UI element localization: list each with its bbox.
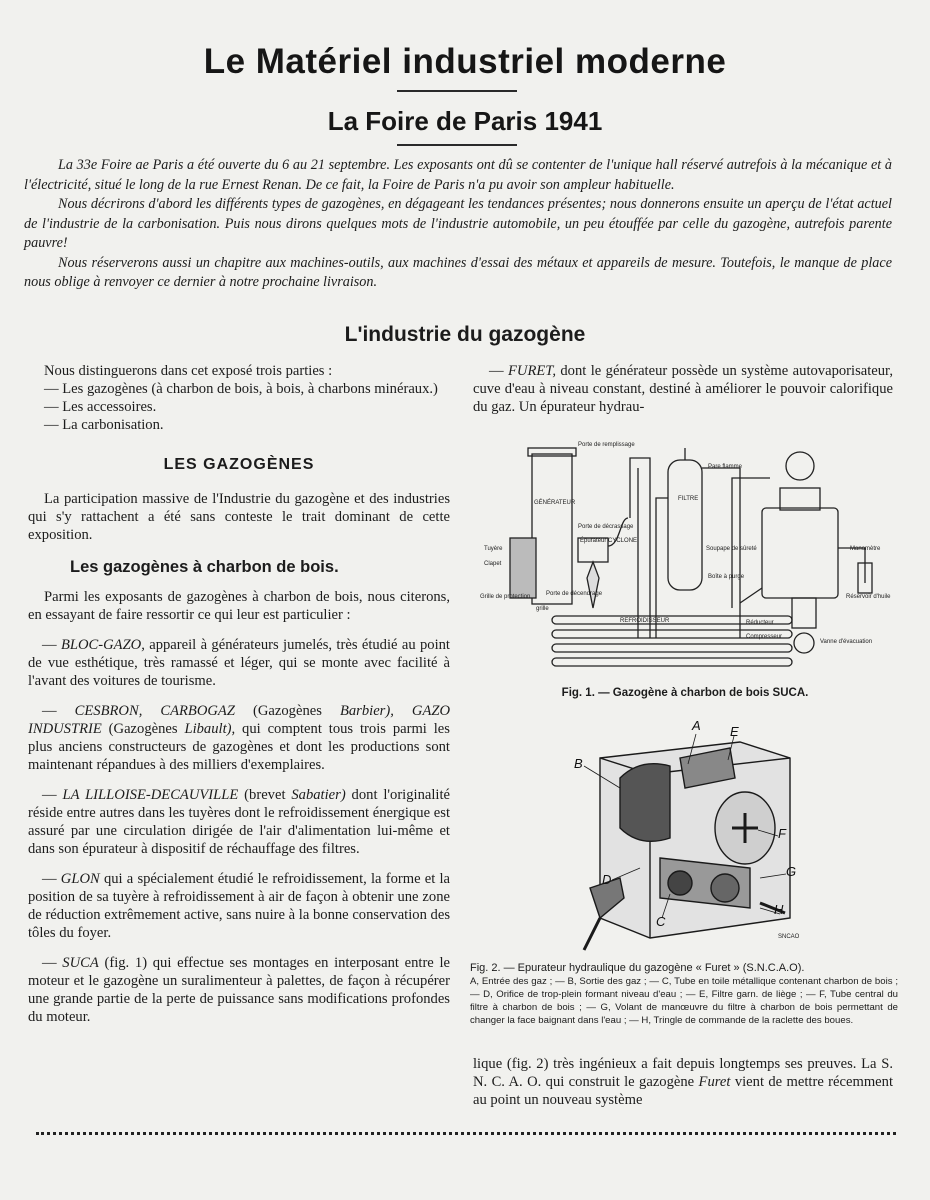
intro-block xyxy=(24,156,892,293)
label-reservoir: Réservoir d'huile xyxy=(846,594,891,600)
entry-text: dont l'originalité réside entre autres dans les tuyères dont le refroidissement énergique est assuré par une circulation dirigée de l'air d'alimentation lui-même et dans son épurateur à dispositif de réchauffage des filtres. xyxy=(28,787,451,857)
label-grille-2: grille xyxy=(536,606,549,612)
label-manometre: Manomètre xyxy=(850,546,881,552)
entry-text: appareil à générateurs jumelés, très étudié au point de vue esthétique, très ramassé et léger, qui se monte avec facilité à l'avant des voitures de tourisme. xyxy=(28,637,450,689)
label-cyclone: Épurateur CYCLONE xyxy=(580,538,638,544)
figure-2-caption xyxy=(470,962,898,1027)
label-reducteur: Réducteur xyxy=(746,620,774,626)
entry-text: (Gazogènes xyxy=(253,703,322,719)
label-boite-purge: Boîte à purge xyxy=(708,574,745,580)
maker-sabatier: Sabatier) xyxy=(291,787,346,803)
page-title: Le Matériel industriel moderne xyxy=(203,42,727,81)
entry-bloc-gazo: — BLOC-GAZO, appareil à générateurs jumelés, très étudié au point de vue esthétique, très ramassé et léger, qui se monte avec facilité à l'avant des voitures de tourisme. xyxy=(28,637,450,689)
part-item: — Les gazogènes (à charbon de bois, à bois, à charbons minéraux.) xyxy=(44,381,438,397)
entry-text: qui comptent tous trois parmi les plus anciens constructeurs de gazogènes et dont les productions sont maintenant répandues à des milliers d'exemplaires. xyxy=(28,721,450,773)
entry-text: (fig. 1) qui effectue ses montages en interposant entre le moteur et le gazogène un suralimenteur à palettes, de façon à récupérer une grande partie de la perte de puissance sans modifications profondes du moteur. xyxy=(28,955,451,1025)
label-grille: Grille de protection xyxy=(480,594,531,600)
parts-intro: Nous distinguerons dans cet exposé trois parties : xyxy=(44,363,333,379)
fig2-stamp: SNCAO xyxy=(778,934,800,940)
entry-cesbron: — CESBRON, CARBOGAZ (Gazogènes Barbier), GAZO INDUSTRIE (Gazogènes Libault), qui comptent tous trois parmi les plus anciens constructeurs de gazogènes et dont les productions sont maintenant répandues à des milliers d'exemplaires. xyxy=(28,703,451,773)
paragraph-exposants: Parmi les exposants de gazogènes à charbon de bois, nous citerons, en essayant de faire ressortir ce qui leur est particulier : xyxy=(28,589,450,623)
label-compresseur: Compresseur xyxy=(746,634,783,640)
entry-text: (Gazogènes xyxy=(108,721,178,737)
fig2-letter-b: B xyxy=(574,756,583,771)
heading-les-gazogenes: LES GAZOGÈNES xyxy=(163,456,315,473)
label-refroidisseur: REFROIDISSEUR xyxy=(620,618,670,624)
figure-2-caption-detail: A, Entrée des gaz ; — B, Sortie des gaz ; — C, Tube en toile métallique contenant charbon de bois ; — D, Orifice de trop-plein formant niveau d'eau ; — E, Filtre garn. de liège ; — F, Tube central du filtre à charbon de bois ; — G, Volant de manœuvre du filtre à charbon de bois permettant de changer la face baignant dans l'eau ; — H, Tringle de commande de la raclette des boues. xyxy=(470,976,898,1026)
page-divider xyxy=(36,1132,896,1135)
fig2-letter-h: H xyxy=(774,902,784,917)
label-soupape: Soupape de sûreté xyxy=(706,546,757,552)
label-generateur: GÉNÉRATEUR xyxy=(534,500,576,506)
figure-2-diagram xyxy=(560,718,810,958)
maker-furet-italic: Furet xyxy=(698,1074,731,1090)
entry-furet: — FURET, dont le générateur possède un système autovaporisateur, cuve d'eau à niveau constant, destiné à améliorer le pouvoir calorifique du gaz. Un épurateur hydrau- xyxy=(473,363,893,415)
compressor-block xyxy=(762,508,838,598)
fig2-letter-a: A xyxy=(692,718,701,733)
entry-text: (brevet xyxy=(244,787,286,803)
entry-text: dont le générateur possède un système autovaporisateur, cuve d'eau à niveau constant, destiné à améliorer le pouvoir calorifique du gaz. Un épurateur hydrau- xyxy=(473,363,893,415)
generator-tank xyxy=(532,454,572,604)
maker-lilloise: LA LILLOISE-DECAUVILLE xyxy=(62,787,239,803)
title-rule xyxy=(397,90,517,92)
fig2-letter-e: E xyxy=(730,724,739,739)
maker-gazo-industrie: GAZO INDUSTRIE xyxy=(28,703,451,737)
figure-1-caption: Fig. 1. — Gazogène à charbon de bois SUCA. xyxy=(561,687,809,699)
label-vanne: Vanne d'évacuation xyxy=(820,639,873,645)
fig2-letter-f: F xyxy=(778,826,786,841)
entry-glon: — GLON qui a spécialement étudié le refroidissement, la forme et la position de sa tuyère à refroidissement à air de façon à obtenir une zone de réduction extrêmement active, sans nuire à la bonne conservation des tôles du foyer. xyxy=(28,871,451,941)
entry-text: vient de mettre récemment au point un nouveau système xyxy=(473,1074,894,1108)
part-item: — La carbonisation. xyxy=(44,417,164,433)
fig2-letter-c: C xyxy=(656,914,666,929)
left-column xyxy=(28,362,450,1026)
maker-libault: Libault), xyxy=(184,721,236,737)
heading-charbon-de-bois: Les gazogènes à charbon de bois. xyxy=(70,558,339,576)
maker-bloc-gazo: BLOC-GAZO, xyxy=(60,637,145,653)
intro-paragraph-3: Nous réserverons aussi un chapitre aux machines-outils, aux machines d'essai des métaux et appareils de mesure. Toutefois, le manque de place nous oblige à renvoyer ce dernier à notre prochaine livraison. xyxy=(24,254,892,290)
label-porte-decendrage: Porte de décendrage xyxy=(546,591,603,597)
entry-text: lique (fig. 2) très ingénieux a fait depuis longtemps ses preuves. La S. N. C. A. O. qui construit le gazogène xyxy=(473,1056,893,1090)
page-subtitle: La Foire de Paris 1941 xyxy=(327,106,603,136)
section-title: L'industrie du gazogène xyxy=(344,323,586,346)
maker-furet: FURET, xyxy=(508,363,556,379)
filter-tank xyxy=(668,460,702,590)
label-filtre: FILTRE xyxy=(678,496,699,502)
entry-lilloise: — LA LILLOISE-DECAUVILLE (brevet Sabatier) dont l'originalité réside entre autres dans les tuyères dont le refroidissement énergique est assuré par une circulation dirigée de l'air d'alimentation lui-même et dans son épurateur à dispositif de réchauffage des filtres. xyxy=(28,787,451,857)
label-clapet: Clapet xyxy=(484,561,502,567)
maker-cesbron: CESBRON, CARBOGAZ xyxy=(74,703,235,719)
fig2-letter-g: G xyxy=(786,864,797,879)
figure-2-caption-title: Fig. 2. — Epurateur hydraulique du gazogène « Furet » (S.N.C.A.O). xyxy=(470,962,805,974)
label-tuyere: Tuyère xyxy=(484,546,503,552)
maker-glon: GLON xyxy=(60,871,100,887)
right-column-top xyxy=(473,362,893,416)
furet-continued xyxy=(473,1055,893,1109)
intro-paragraph-1: La 33e Foire ae Paris a été ouverte du 6 au 21 septembre. Les exposants ont dû se contenter de l'unique hall réservé autrefois à la mécanique et à l'électricité, situé le long de la rue Ernest Renan. De ce fait, la Foire de Paris n'a pu avoir son ampleur habituelle. xyxy=(24,157,892,193)
entry-text: qui a spécialement étudié le refroidissement, la forme et la position de sa tuyère à refroidissement à air de façon à obtenir une zone de réduction extrêmement active, sans nuire à la bonne conservation des tôles du foyer. xyxy=(28,871,451,941)
paragraph-participation: La participation massive de l'Industrie du gazogène et des industries qui s'y rattachent a été sans conteste le trait dominant de cette exposition. xyxy=(28,491,450,543)
label-porte-decrassage: Porte de décrassage xyxy=(578,524,634,530)
maker-barbier: Barbier), xyxy=(339,703,394,719)
part-item: — Les accessoires. xyxy=(44,399,157,415)
entry-suca: — SUCA (fig. 1) qui effectue ses montages en interposant entre le moteur et le gazogène un suralimenteur à palettes, de façon à récupérer une grande partie de la perte de puissance sans modifications profondes du moteur. xyxy=(28,955,451,1025)
label-pare-flamme: Pare flamme xyxy=(708,464,743,470)
fig2-letter-d: D xyxy=(602,872,612,887)
figure-1-diagram xyxy=(470,438,900,678)
subtitle-rule xyxy=(397,144,517,146)
label-porte-remplissage: Porte de remplissage xyxy=(578,442,635,448)
maker-suca: SUCA xyxy=(62,955,99,971)
right-column-bottom xyxy=(473,1055,893,1109)
intro-paragraph-2: Nous décrirons d'abord les différents types de gazogènes, en dégageant les tendances présentes; nous donnerons ensuite un aperçu de l'état actuel de l'industrie de la carbonisation. Puis nous dirons quelques mots de l'industrie automobile, un peu étouffée par celle du gazogène, autrefois parente pauvre! xyxy=(24,196,892,251)
